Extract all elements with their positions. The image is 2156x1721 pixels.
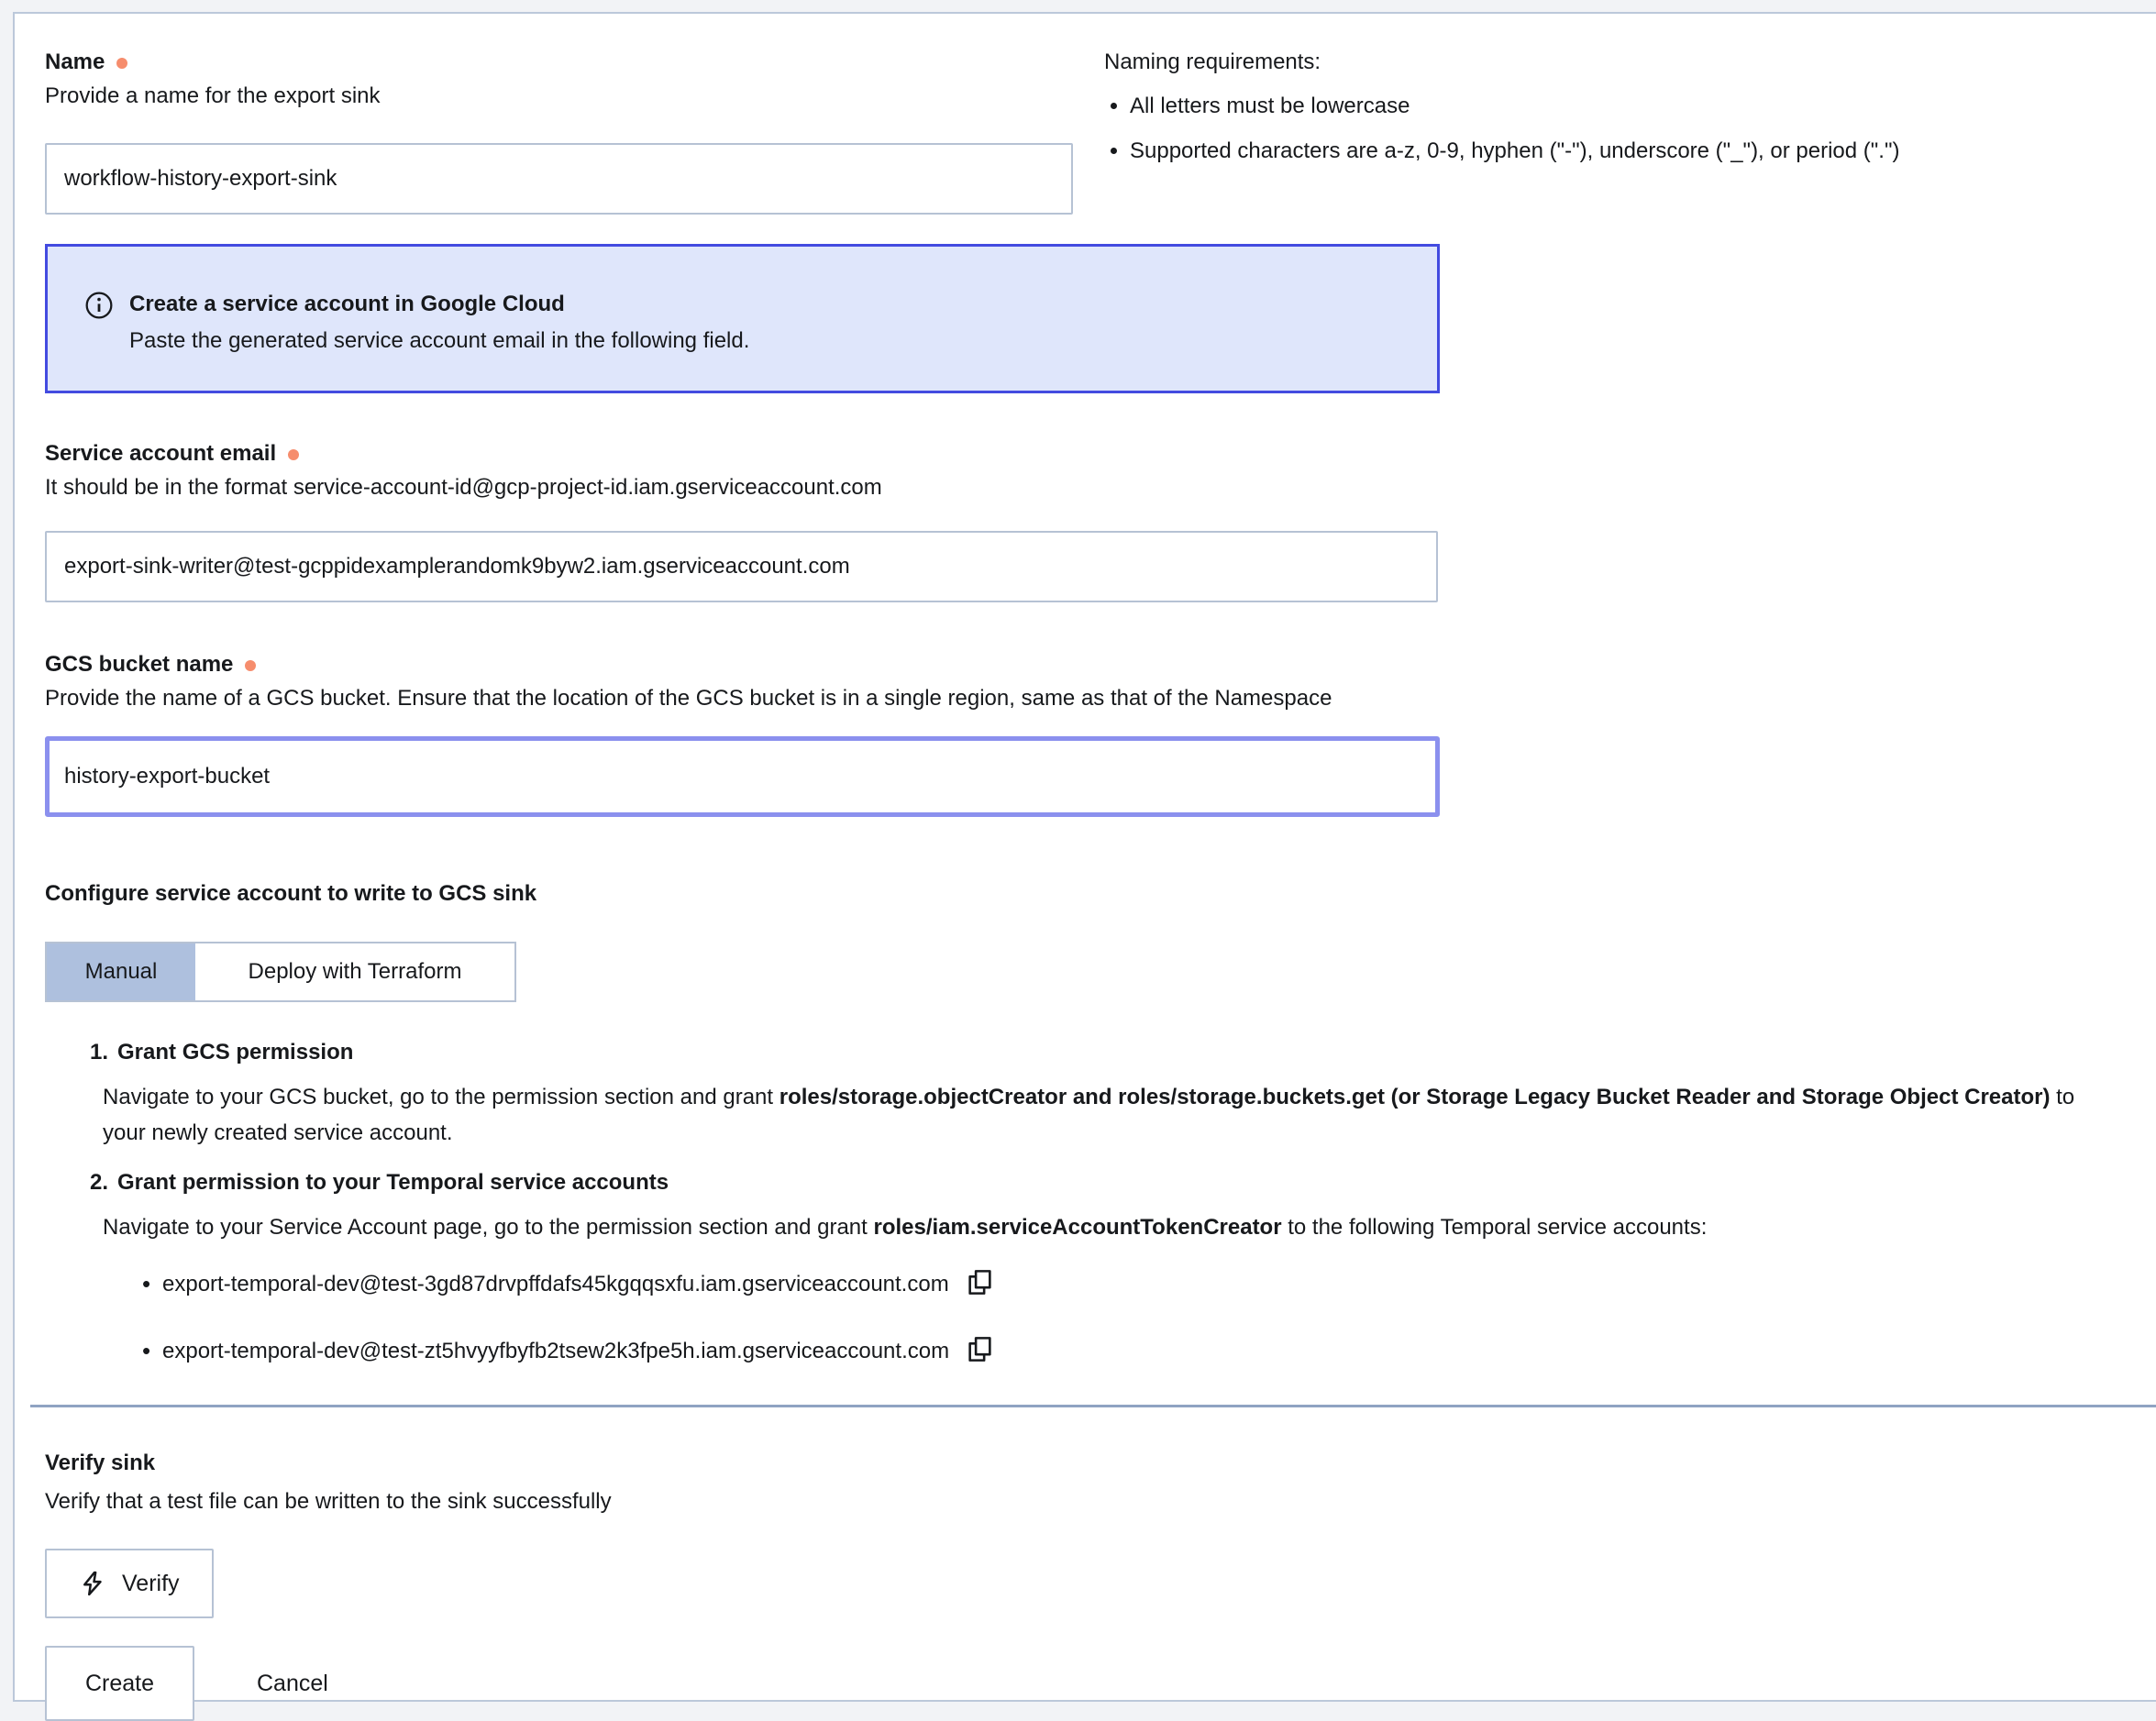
cancel-button[interactable]: Cancel	[257, 1646, 328, 1721]
step-1-body-text: to your newly created service account.	[103, 1085, 2075, 1145]
name-and-requirements-row	[45, 50, 2097, 215]
copy-email-button[interactable]	[966, 1335, 994, 1366]
step-1-title-row	[90, 1039, 2097, 1066]
step-2-body-role: roles/iam.serviceAccountTokenCreator	[873, 1215, 1282, 1240]
copy-icon	[966, 1268, 994, 1299]
name-field-label-row	[45, 50, 1073, 75]
naming-requirements	[1104, 50, 2097, 215]
service-account-description: It should be in the format service-account-id@gcp-project-id.iam.gserviceaccount.com	[45, 475, 882, 500]
step-1-body-text: Navigate to your GCS bucket, go to the permission section and grant	[103, 1085, 779, 1109]
step-2-body	[103, 1209, 2097, 1245]
info-banner	[45, 244, 1440, 393]
service-account-label: Service account email	[45, 441, 277, 466]
bucket-name-label: GCS bucket name	[45, 652, 234, 677]
bullet-icon: •	[142, 1336, 151, 1364]
sink-name-input[interactable]	[45, 143, 1073, 215]
step-1-number: 1.	[90, 1040, 109, 1065]
list-item	[142, 1334, 2097, 1367]
service-account-label-row	[45, 441, 2097, 467]
info-banner-text	[129, 290, 749, 355]
name-field-group	[45, 50, 1073, 215]
section-divider	[30, 1405, 2156, 1407]
verify-sink-description: Verify that a test file can be written to the sink successfully	[45, 1489, 612, 1514]
lightning-icon	[79, 1568, 106, 1599]
gcs-bucket-name-input[interactable]	[45, 736, 1440, 817]
step-2-title: Grant permission to your Temporal service accounts	[117, 1170, 669, 1195]
copy-icon	[966, 1335, 994, 1366]
verify-button[interactable]	[45, 1549, 214, 1618]
info-banner-title: Create a service account in Google Cloud	[129, 292, 565, 316]
naming-requirement-item: • Supported characters are a-z, 0-9, hyphen ("-"), underscore ("_"), or period (".")	[1130, 137, 2070, 166]
tab-manual[interactable]: Manual	[47, 943, 195, 1000]
bucket-name-description: Provide the name of a GCS bucket. Ensure that the location of the GCS bucket is in a single region, same as that of the Namespace	[45, 686, 1332, 711]
naming-requirement-item: • All letters must be lowercase	[1130, 92, 2070, 121]
step-1-body-roles: roles/storage.objectCreator and roles/storage.buckets.get (or Storage Legacy Bucket Reader and Storage Object Creator)	[779, 1085, 2051, 1109]
service-account-email-input[interactable]	[45, 531, 1438, 602]
required-dot-icon	[288, 449, 299, 460]
temporal-service-account-email: export-temporal-dev@test-zt5hvyyfbyfb2tsew2k3fpe5h.iam.gserviceaccount.com	[162, 1338, 950, 1363]
required-dot-icon	[245, 660, 256, 671]
required-dot-icon	[116, 58, 127, 69]
name-field-description: Provide a name for the export sink	[45, 83, 381, 108]
create-button[interactable]: Create	[45, 1646, 194, 1721]
verify-button-label: Verify	[122, 1570, 180, 1596]
step-1-title: Grant GCS permission	[117, 1040, 354, 1065]
temporal-service-account-email: export-temporal-dev@test-3gd87drvpffdafs45kgqqsxfu.iam.gserviceaccount.com	[162, 1271, 949, 1296]
verify-sink-title: Verify sink	[45, 1451, 156, 1475]
configure-tab-group	[45, 942, 516, 1002]
temporal-service-account-list	[142, 1267, 2097, 1367]
bullet-icon: •	[142, 1269, 151, 1297]
step-2-body-text: to the following Temporal service accounts:	[1281, 1215, 1708, 1240]
configure-section-title: Configure service account to write to GCS sink	[45, 881, 537, 906]
name-field-label: Name	[45, 50, 105, 74]
step-2-body-text: Navigate to your Service Account page, go to the permission section and grant	[103, 1215, 874, 1240]
copy-email-button[interactable]	[966, 1268, 994, 1299]
tab-deploy-with-terraform[interactable]: Deploy with Terraform	[195, 943, 514, 1000]
info-banner-description: Paste the generated service account email in the following field.	[129, 328, 750, 353]
list-item	[142, 1267, 2097, 1300]
info-icon	[84, 291, 114, 320]
manual-steps	[45, 1039, 2097, 1367]
export-sink-form	[13, 12, 2156, 1702]
naming-requirements-title: Naming requirements:	[1104, 50, 1321, 74]
bucket-label-row	[45, 652, 2097, 678]
step-2-title-row	[90, 1169, 2097, 1197]
form-actions	[45, 1646, 2097, 1721]
step-2-number: 2.	[90, 1170, 109, 1195]
naming-requirements-list	[1104, 92, 2070, 166]
step-1-body	[103, 1079, 2097, 1151]
